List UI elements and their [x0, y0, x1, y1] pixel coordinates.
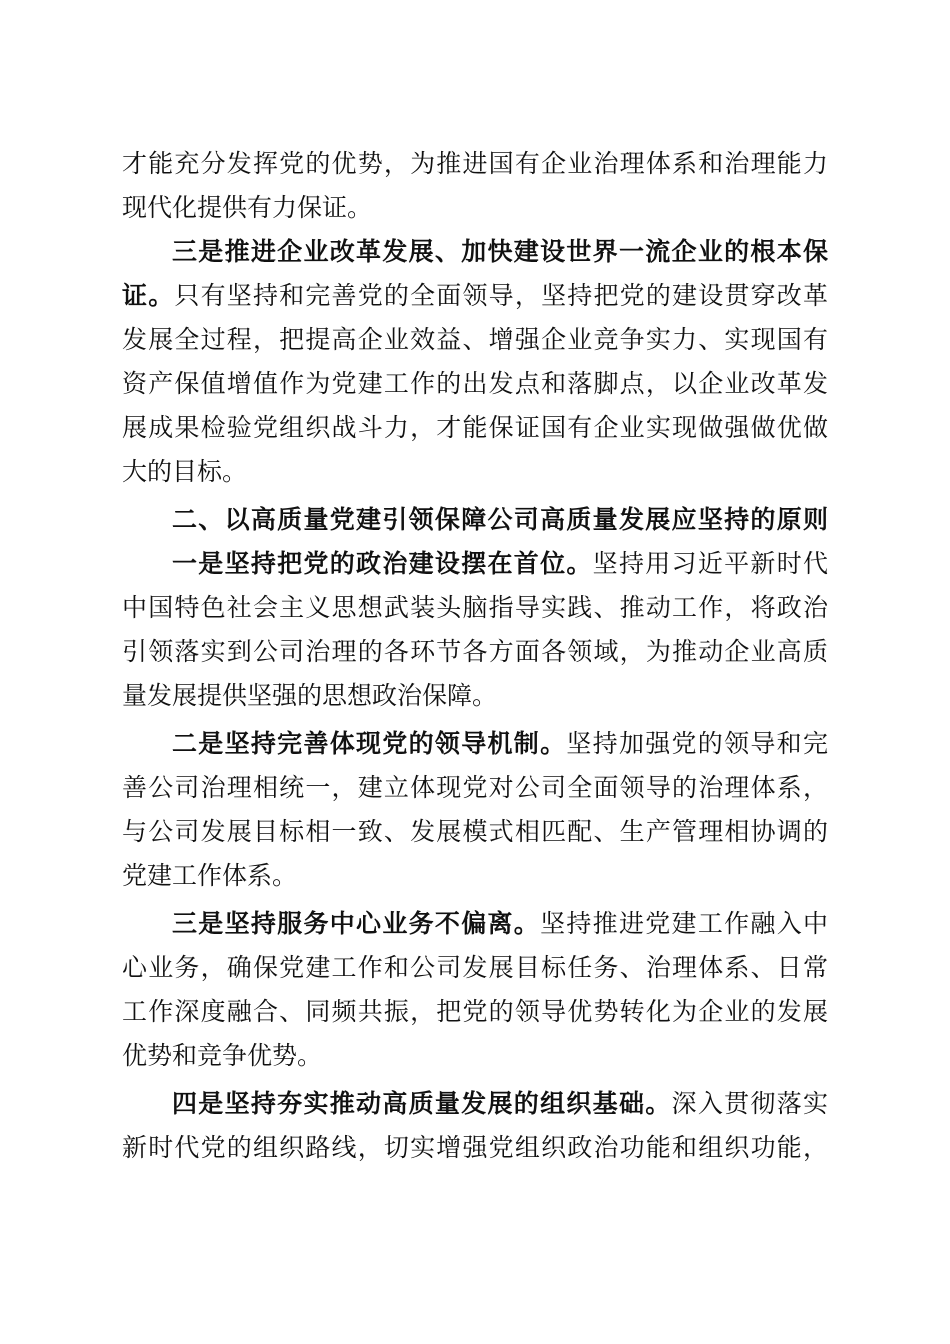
paragraph-lead-tail: 证。: [122, 281, 175, 310]
paragraph-text: 坚持用习近平新时代: [592, 549, 828, 578]
paragraph-line: 资产保值增值作为党建工作的出发点和落脚点，以企业改革发: [122, 369, 828, 398]
paragraph-line: 与公司发展目标相一致、发展模式相匹配、生产管理相协调的: [122, 817, 828, 846]
paragraph-line: 现代化提供有力保证。: [122, 193, 373, 222]
paragraph-lead-line: 三是推进企业改革发展、加快建设世界一流企业的根本保: [172, 237, 828, 266]
paragraph-line: 引领落实到公司治理的各环节各方面各领域，为推动企业高质: [122, 637, 828, 666]
paragraph-line: [172, 547, 828, 581]
paragraph-line: [122, 279, 828, 313]
paragraph-text: 深入贯彻落实: [671, 1089, 828, 1118]
paragraph-line: 党建工作体系。: [122, 861, 298, 890]
paragraph-line: 发展全过程，把提高企业效益、增强企业竞争实力、实现国有: [122, 325, 828, 354]
paragraph-line: [172, 907, 828, 941]
paragraph-line: 大的目标。: [122, 457, 248, 486]
paragraph-line: 才能充分发挥党的优势，为推进国有企业治理体系和治理能力: [122, 149, 828, 178]
paragraph-lead: 三是坚持服务中心业务不偏离。: [172, 909, 541, 938]
paragraph-line: 工作深度融合、同频共振，把党的领导优势转化为企业的发展: [122, 997, 828, 1026]
paragraph-line: 心业务，确保党建工作和公司发展目标任务、治理体系、日常: [122, 953, 828, 982]
paragraph-lead: 一是坚持把党的政治建设摆在首位。: [172, 549, 593, 578]
paragraph-line: 优势和竞争优势。: [122, 1041, 323, 1070]
paragraph-text: 坚持推进党建工作融入中: [540, 909, 828, 938]
paragraph-line: [172, 727, 828, 761]
paragraph-line: 新时代党的组织路线，切实增强党组织政治功能和组织功能，: [122, 1133, 828, 1162]
paragraph-line: 中国特色社会主义思想武装头脑指导实践、推动工作，将政治: [122, 593, 828, 622]
paragraph-lead: 四是坚持夯实推动高质量发展的组织基础。: [172, 1089, 672, 1118]
paragraph-lead: 二是坚持完善体现党的领导机制。: [172, 729, 567, 758]
section-heading: 二、以高质量党建引领保障公司高质量发展应坚持的原则: [172, 505, 828, 534]
paragraph-text: 坚持加强党的领导和完: [566, 729, 828, 758]
paragraph-text: 只有坚持和完善党的全面领导，坚持把党的建设贯穿改革: [174, 281, 828, 310]
paragraph-line: 展成果检验党组织战斗力，才能保证国有企业实现做强做优做: [122, 413, 828, 442]
paragraph-line: [172, 1087, 828, 1121]
paragraph-line: 量发展提供坚强的思想政治保障。: [122, 681, 498, 710]
paragraph-line: 善公司治理相统一，建立体现党对公司全面领导的治理体系，: [122, 773, 828, 802]
